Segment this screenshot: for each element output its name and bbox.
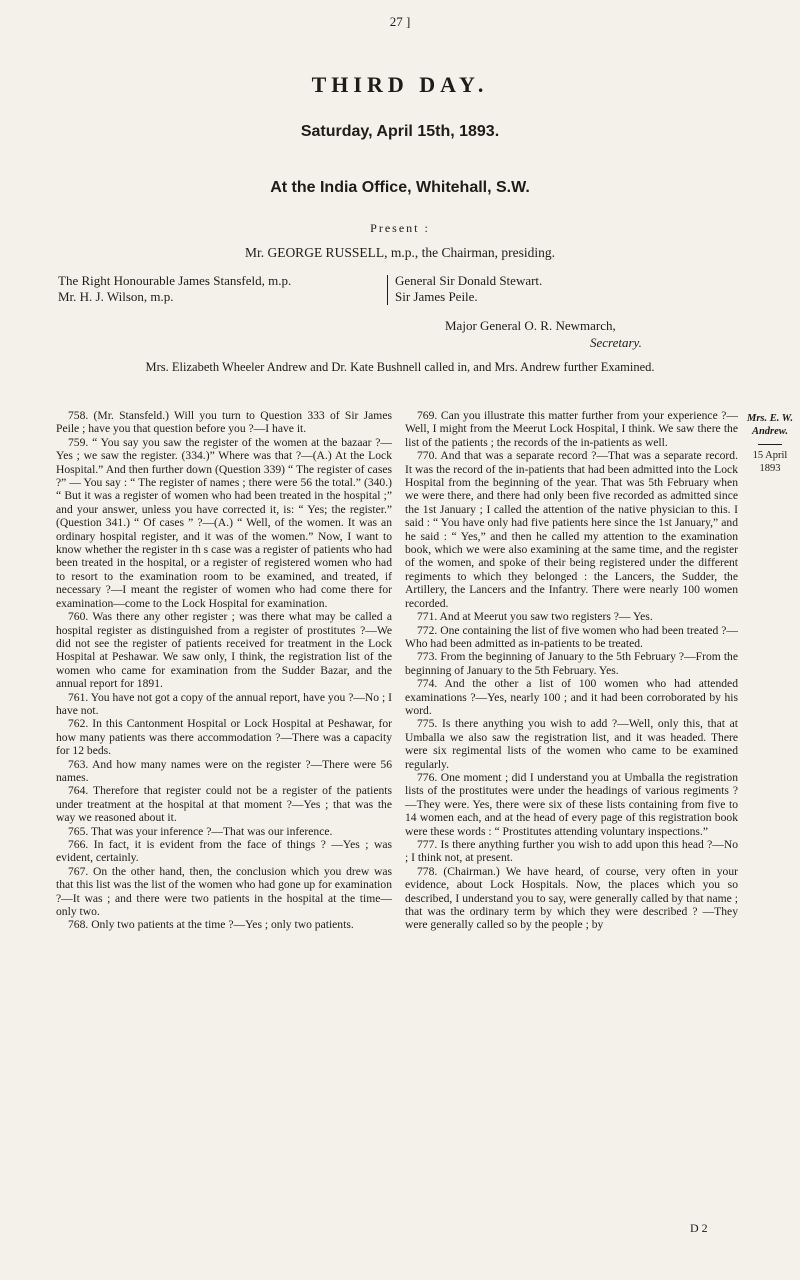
member-wilson: Mr. H. J. Wilson, m.p.	[58, 289, 174, 304]
question-772: 772. One containing the list of five women who had been treated ?—Who had been admitted as in-patients to be treated.	[405, 623, 738, 650]
members-left	[58, 273, 383, 305]
session-date: Saturday, April 15th, 1893.	[300, 123, 500, 140]
question-773: 773. From the beginning of January to the 5th February ?—From the beginning of January to the 5th February. Yes.	[405, 650, 738, 677]
left-column	[56, 409, 392, 932]
question-769: 769. Can you illustrate this matter further from your experience ?—Well, I might from the Meerut Lock Hospital, I think. We saw there the list of the patients ; the records of the in-patients as well.	[405, 409, 738, 449]
members-divider	[387, 275, 388, 305]
signature-mark: D 2	[690, 1221, 708, 1235]
right-column	[405, 409, 738, 932]
page-number: 27 ]	[389, 14, 411, 29]
secretary-name: Major General O. R. Newmarch,	[445, 318, 616, 333]
question-760: 760. Was there any other register ; was there what may be called a hospital register as distinguished from a register of prostitutes ?—We did not see the register of patients received for treatment in the Lock Hospital at Peshawar. We saw only, I think, the registration list of the women who came for examination from the Sudder Bazar, and the annual report for 1891.	[56, 610, 392, 691]
margin-note	[742, 412, 798, 475]
member-stewart: General Sir Donald Stewart.	[395, 273, 543, 288]
witness-line: Mrs. Elizabeth Wheeler Andrew and Dr. Kate Bushnell called in, and Mrs. Andrew further Examined.	[145, 360, 655, 374]
question-761: 761. You have not got a copy of the annual report, have you ?—No ; I have not.	[56, 690, 392, 717]
secretary-title: Secretary.	[590, 335, 642, 350]
member-peile: Sir James Peile.	[395, 289, 478, 304]
question-766: 766. In fact, it is evident from the face of things ? —Yes ; was evident, certainly.	[56, 838, 392, 865]
day-title: THIRD DAY.	[311, 72, 489, 97]
question-774: 774. And the other a list of 100 women who had attended examinations ?—Yes, nearly 100 ; and it had been corroborated by his word.	[405, 677, 738, 717]
question-775: 775. Is there anything you wish to add ?—Well, only this, that at Umballa we also saw the registration list, and it was headed. There were six regimental lists of the women who came to be examined regularly.	[405, 717, 738, 771]
session-place: At the India Office, Whitehall, S.W.	[270, 179, 530, 196]
margin-rule	[758, 444, 782, 445]
member-stansfeld: The Right Honourable James Stansfeld, m.p.	[58, 273, 292, 288]
question-778: 778. (Chairman.) We have heard, of course, very often in your evidence, about Lock Hospitals. Now, the places which you so described, I understand you to say, were generally called by that name ; that was the ordinary term by which they were described ? —They were generally called so by the people ; by	[405, 864, 738, 932]
present-label: Present :	[370, 221, 430, 235]
question-762: 762. In this Cantonment Hospital or Lock Hospital at Peshawar, for how many patients was there accommodation ?—There was a capacity for 12 beds.	[56, 717, 392, 758]
question-770: 770. And that was a separate record ?—That was a separate record. It was the record of the in-patients that had been admitted into the Lock Hospital from the beginning of the year. That was 5th February when we were there, and there had only been five recorded as admitted since the 1st January ; I called the attention of the native physician to this. I said : “ You have only had five patients here since the 1st January,” and he said : “ Yes,” and then he called my attention to the examination book, which we were also examining at the same time, and the register of the women, and spoke of their being registered under the different regiments to which they belonged : the Lancers, the Sudder, the Artillery, the Lancers and the Infantry. There were nearly 100 women recorded.	[405, 449, 738, 610]
question-767: 767. On the other hand, then, the conclusion which you drew was that this list was the list of the women who had gone up for examination ?—It was ; and there were two patients in the hospital at the time— only two.	[56, 864, 392, 919]
question-763: 763. And how many names were on the register ?—There were 56 names.	[56, 757, 392, 784]
question-764: 764. Therefore that register could not be a register of the patients under treatment at the hospital at that moment ?—Yes ; that was the way we reasoned about it.	[56, 784, 392, 825]
question-765: 765. That was your inference ?—That was our inference.	[68, 824, 333, 838]
question-777: 777. Is there anything further you wish to add upon this head ?—No ; I think not, at present.	[405, 838, 738, 865]
members-right	[395, 273, 725, 305]
margin-date: 15 April 1893	[752, 450, 788, 474]
question-771: 771. And at Meerut you saw two registers ?— Yes.	[417, 610, 653, 624]
margin-witness-name: Mrs. E. W. Andrew.	[746, 413, 793, 437]
question-759: 759. “ You say you saw the register of the women at the bazaar ?—Yes ; we saw the register. (334.)” Where was that ?—(A.) At the Lock Hospital.” And then further down (Question 339) “ The register of cases ?” — You say : “ The register of names ; there were 56 the total.” (340.) “ But it was a register of women who had been treated in the hospital ;” and your answer, unless you have corrected it, is: “ Yes; the register.” (Question 341.) “ Of cases ” ?—(A.) “ Well, of the women. It was an ordinary hospital register, and it was of the women.” Now, I want to know whether the register in th s case was a register of patients who had been treated in the hospital, or a register of registered women who had to resort to the examination room to be examined, and treated, if necessary ?—I meant the register of women who had come there for examination—come to the Lock Hospital for examination.	[56, 435, 392, 610]
question-768: 768. Only two patients at the time ?—Yes ; only two patients.	[68, 918, 354, 932]
question-758: 758. (Mr. Stansfeld.) Will you turn to Question 333 of Sir James Peile ; have you that question before you ?—I have it.	[56, 409, 392, 436]
secretary-block	[445, 317, 765, 351]
question-776: 776. One moment ; did I understand you at Umballa the registration lists of the prostitutes were under the headings of various regiments ?—They were. Yes, there were six of these lists containing from five to 14 women each, and at the head of every page of this registration book were these words : “ Prostitutes attending voluntary inspections.”	[405, 770, 738, 838]
chairman-line: Mr. GEORGE RUSSELL, m.p., the Chairman, presiding.	[244, 245, 556, 260]
